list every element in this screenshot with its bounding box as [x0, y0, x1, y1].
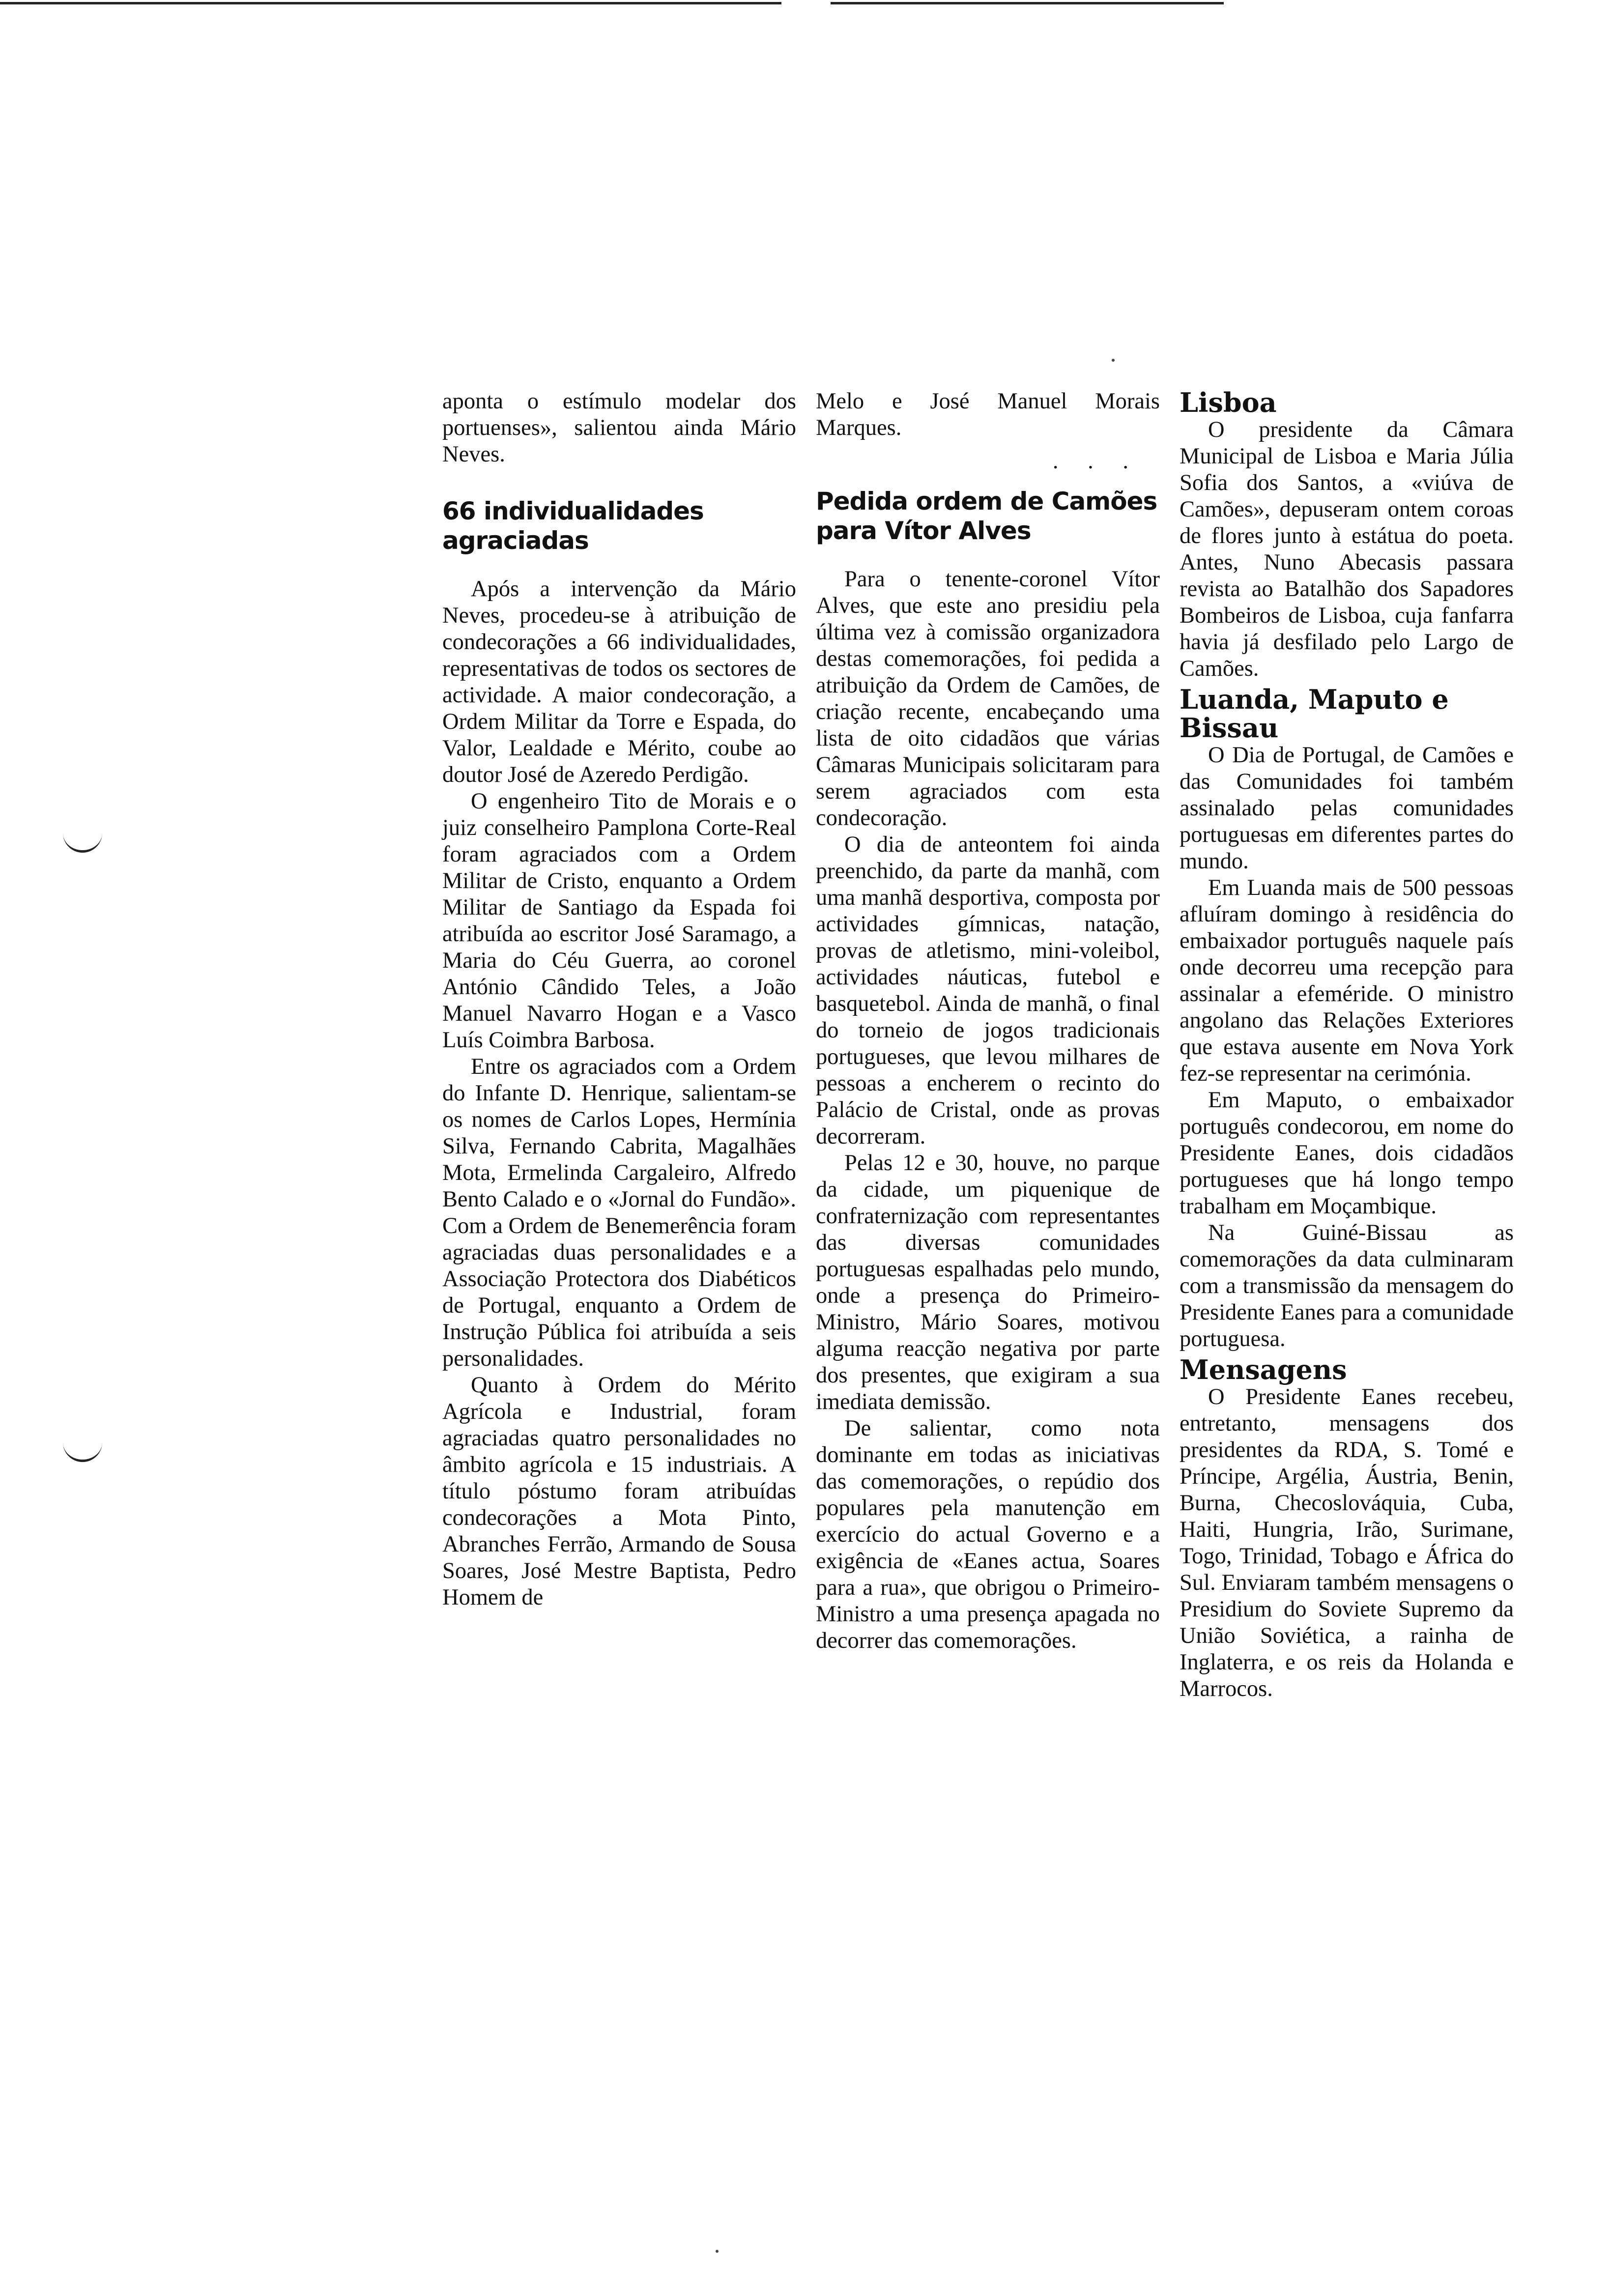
column-intro: Melo e José Manuel Morais Marques.: [816, 389, 1160, 440]
column-intro: aponta o estímulo modelar dos portuenses», salientou ainda Mário Neves.: [442, 389, 796, 467]
punch-hole-mark: [63, 831, 102, 853]
section-heading: 66 individualidades agraciadas: [442, 497, 704, 555]
section-heading-lisboa: Lisboa: [1180, 387, 1277, 418]
paragraph: Em Maputo, o embaixador português condecorou, em nome do Presidente Eanes, dois cidadãos portugueses que há longo tempo trabalham em Moçambique.: [1180, 1088, 1514, 1219]
punch-hole-mark: [63, 1440, 102, 1462]
top-rule-left: [0, 2, 781, 4]
top-rule-right: [831, 2, 1224, 4]
paragraph: Quanto à Ordem do Mérito Agrícola e Industrial, foram agraciadas quatro personalidades no âmbito agrícola e 15 industriais. A título póstumo foram atribuídas condecorações a Mota Pinto, Abranches Ferrão, Armando de Sousa Soares, José Mestre Baptista, Pedro Homem de: [442, 1373, 796, 1610]
scan-speck: [1112, 359, 1115, 362]
paragraph: O engenheiro Tito de Morais e o juiz conselheiro Pamplona Corte-Real foram agraciados com a Ordem Militar de Cristo, enquanto a Ordem Militar de Santiago da Espada foi atribuída ao escritor José Saramago, a Maria do Céu Guerra, ao coronel António Cândido Teles, a João Manuel Navarro Hogan e a Vasco Luís Coimbra Barbosa.: [442, 789, 796, 1053]
paragraph: Após a intervenção da Mário Neves, procedeu-se à atribuição de condecorações a 66 individualidades, representativas de todos os sectores de actividade. A maior condecoração, a Ordem Militar da Torre e Espada, do Valor, Lealdade e Mérito, coube ao doutor José de Azeredo Perdigão.: [442, 576, 796, 787]
scan-speck: [716, 2250, 719, 2253]
section-separator: . . .: [1052, 449, 1140, 474]
article-column-1: [442, 388, 796, 1611]
article-column-2: [816, 388, 1160, 1654]
paragraph: O dia de anteontem foi ainda preenchido, da parte da manhã, com uma manhã desportiva, composta por actividades gímnicas, natação, provas de atletismo, mini-voleibol, actividades náuticas, futebol e basquetebol. Ainda de manhã, o final do torneio de jogos tradicionais portugueses, que levou milhares de pessoas a encherem o recinto do Palácio de Cristal, onde as provas decorreram.: [816, 832, 1160, 1149]
paragraph: O presidente da Câmara Municipal de Lisboa e Maria Júlia Sofia dos Santos, a «viúva de Camões», depuseram ontem coroas de flores junto à estátua do poeta. Antes, Nuno Abecasis passara revista ao Batalhão dos Sapadores Bombeiros de Lisboa, cuja fanfarra havia já desfilado pelo Largo de Camões.: [1180, 417, 1514, 681]
section-heading-mensagens: Mensagens: [1180, 1354, 1347, 1385]
paragraph: Para o tenente-coronel Vítor Alves, que este ano presidiu pela última vez à comissão organizadora destas comemorações, foi pedida a atribuição da Ordem de Camões, de criação recente, encabeçando uma lista de oito cidadãos que várias Câmaras Municipais solicitaram para serem agraciados com esta condecoração.: [816, 567, 1160, 831]
paragraph: O Presidente Eanes recebeu, entretanto, mensagens dos presidentes da RDA, S. Tomé e Príncipe, Argélia, Áustria, Benin, Burna, Checoslováquia, Cuba, Haiti, Hungria, Irão, Surimane, Togo, Trinidad, Tobago e África do Sul. Enviaram também mensagens o Presidium do Soviete Supremo da União Soviética, a rainha de Inglaterra, e os reis da Holanda e Marrocos.: [1180, 1384, 1514, 1701]
paragraph: De salientar, como nota dominante em todas as iniciativas das comemorações, o repúdio dos populares pela manutenção em exercício do actual Governo e a exigência de «Eanes actua, Soares para a rua», que obrigou o Primeiro-Ministro a uma presença apagada no decorrer das comemorações.: [816, 1416, 1160, 1653]
paragraph: O Dia de Portugal, de Camões e das Comunidades foi também assinalado pelas comunidades portuguesas em diferentes partes do mundo.: [1180, 743, 1514, 874]
section-heading-luanda: Luanda, Maputo e Bissau: [1180, 684, 1449, 744]
article-column-3: [1180, 388, 1514, 1702]
section-heading: Pedida ordem de Camões para Vítor Alves: [816, 487, 1157, 545]
paragraph: Em Luanda mais de 500 pessoas afluíram domingo à residência do embaixador português naquele país onde decorreu uma recepção para assinalar a efeméride. O ministro angolano das Relações Exteriores que estava ausente em Nova York fez-se representar na cerimónia.: [1180, 875, 1514, 1086]
paragraph: Na Guiné-Bissau as comemorações da data culminaram com a transmissão da mensagem do Presidente Eanes para a comunidade portuguesa.: [1180, 1220, 1514, 1351]
paragraph: Pelas 12 e 30, houve, no parque da cidade, um piquenique de confraternização com representantes das diversas comunidades portuguesas espalhadas pelo mundo, onde a presença do Primeiro-Ministro, Mário Soares, motivou alguma reacção negativa por parte dos presentes, que exigiram a sua imediata demissão.: [816, 1150, 1160, 1414]
paragraph: Entre os agraciados com a Ordem do Infante D. Henrique, salientam-se os nomes de Carlos Lopes, Hermínia Silva, Fernando Cabrita, Magalhães Mota, Ermelinda Cargaleiro, Alfredo Bento Calado e o «Jornal do Fundão». Com a Ordem de Benemerência foram agraciadas duas personalidades e a Associação Protectora dos Diabéticos de Portugal, enquanto a Ordem de Instrução Pública foi atribuída a seis personalidades.: [442, 1054, 796, 1371]
